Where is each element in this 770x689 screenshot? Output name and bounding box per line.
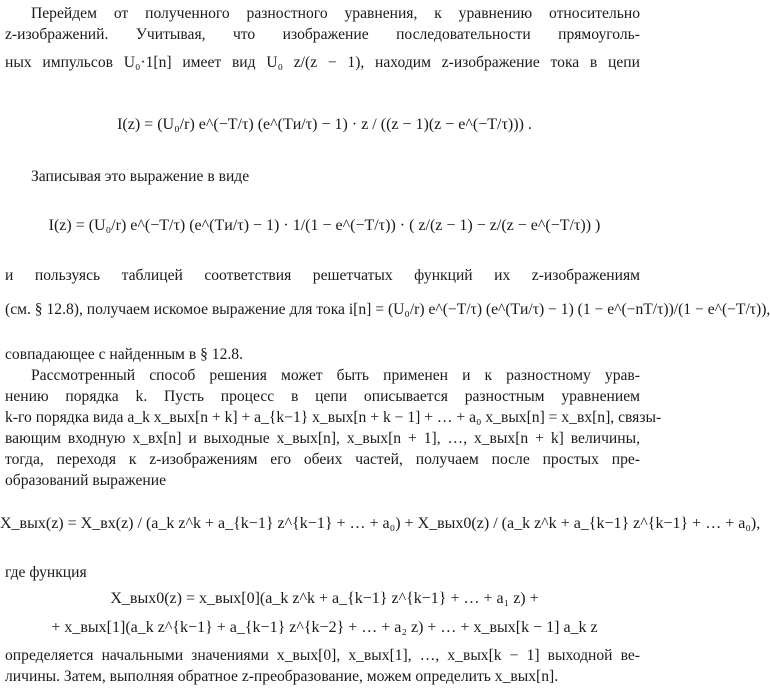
text-line-7: совпадающее с найденным в § 12.8. bbox=[5, 346, 243, 363]
equation-3: X_вых(z) = X_вх(z) / (a_k z^k + a_{k−1} z^{k−1} + … + a₀) + X_вых0(z) / (a_k z^k + a_{k−1} z^{k−1} + … + a₀), bbox=[0, 515, 761, 532]
equation-1: I(z) = (U₀/r) e^(−T/τ) (e^(Tи/τ) − 1) · z / ((z − 1)(z − e^(−T/τ))) . bbox=[117, 116, 532, 133]
text-line-10: k-го порядка вида a_k x_вых[n + k] + a_{k−1} x_вых[n + k − 1] + … + a₀ x_вых[n] = x_вх[n], связы- bbox=[5, 409, 662, 426]
text-line-11: вающим входную x_вх[n] и выходные x_вых[n], x_вых[n + 1], …, x_вых[n + k] величины, bbox=[5, 430, 640, 447]
equation-2: I(z) = (U₀/r) e^(−T/τ) (e^(Tи/τ) − 1) · 1/(1 − e^(−T/τ)) · ( z/(z − 1) − z/(z − e^(−T/τ)) ) bbox=[48, 217, 601, 234]
text-line-1: Перейдем от полученного разностного уравнения, к уравнению относительно bbox=[31, 5, 640, 22]
text-line-2: z-изображений. Учитывая, что изображение последовательности прямоуголь- bbox=[5, 26, 640, 43]
equation-4b: + x_вых[1](a_k z^{k−1} + a_{k−1} z^{k−2} + … + a₂ z) + … + x_вых[k − 1] a_k z bbox=[51, 619, 598, 636]
text-line-13: образований выражение bbox=[5, 472, 166, 489]
text-line-14: где функция bbox=[5, 564, 87, 581]
text-line-4: Записывая это выражение в виде bbox=[31, 168, 250, 185]
text-line-3: ных импульсов U₀·1[n] имеет вид U₀ z/(z − 1), находим z-изображение тока в цепи bbox=[5, 54, 640, 71]
equation-4a: X_вых0(z) = x_вых[0](a_k z^k + a_{k−1} z^{k−1} + … + a₁ z) + bbox=[110, 590, 539, 607]
text-line-12: тогда, переходя к z-изображениям его обеих частей, получаем после простых пре- bbox=[5, 451, 640, 468]
text-line-8: Рассмотренный способ решения может быть применен и к разностному урав- bbox=[31, 367, 640, 384]
text-line-5: и пользуясь таблицей соответствия решетчатых функций их z-изображениям bbox=[5, 267, 640, 284]
text-line-16: личины. Затем, выполняя обратное z-преобразование, можем определить x_вых[n]. bbox=[5, 668, 559, 685]
text-line-15: определяется начальными значениями x_вых[0], x_вых[1], …, x_вых[k − 1] выходной ве- bbox=[5, 647, 640, 664]
text-line-6: (см. § 12.8), получаем искомое выражение для тока i[n] = (U₀/r) e^(−T/τ) (e^(Tи/τ) − 1) (1 − e^(−nT/τ))/(1 − e^(−T/τ)), bbox=[5, 301, 770, 318]
text-line-9: нению порядка k. Пусть процесс в цепи описывается разностным уравнением bbox=[5, 388, 640, 405]
